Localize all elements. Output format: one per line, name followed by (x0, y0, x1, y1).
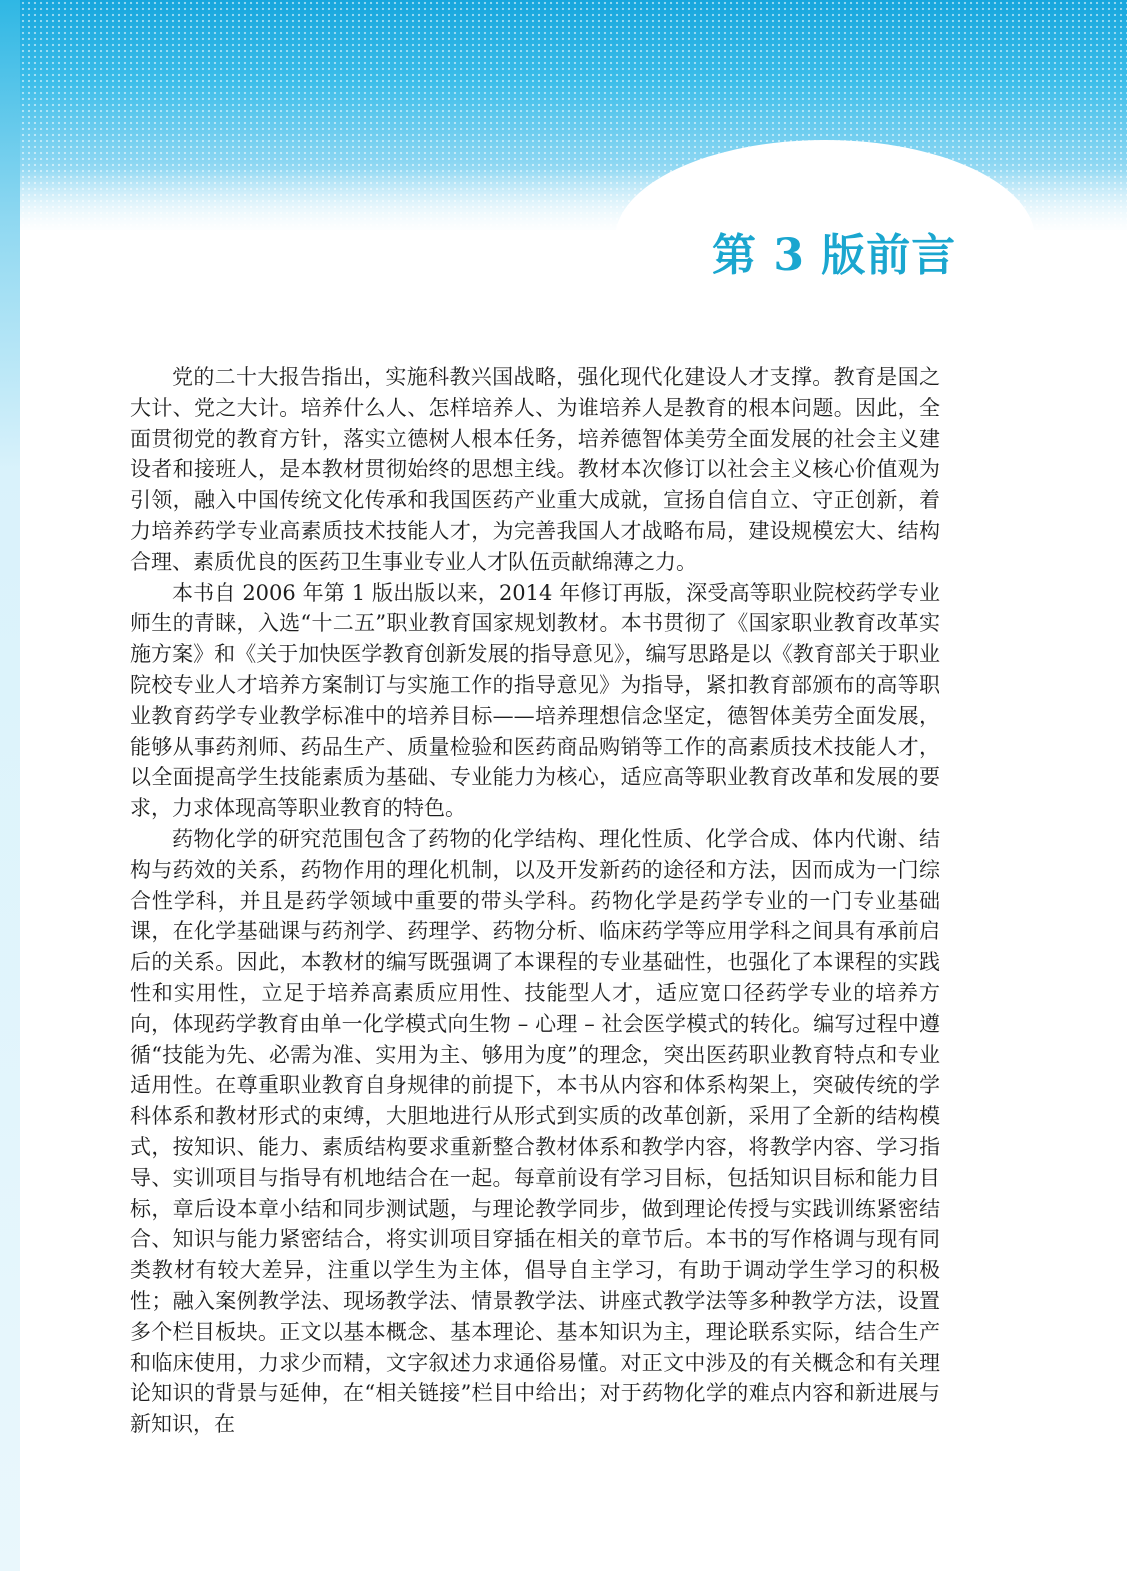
page-title: 第 3 版前言 (712, 230, 957, 281)
left-decorative-strip (0, 0, 20, 1571)
paragraph-1: 党的二十大报告指出，实施科教兴国战略，强化现代化建设人才支撑。教育是国之大计、党之大计。培养什么人、怎样培养人、为谁培养人是教育的根本问题。因此，全面贯彻党的教育方针，落实立德树人根本任务，培养德智体美劳全面发展的社会主义建设者和接班人，是本教材贯彻始终的思想主线。教材本次修订以社会主义核心价值观为引领，融入中国传统文化传承和我国医药产业重大成就，宣扬自信自立、守正创新，着力培养药学专业高素质技术技能人才，为完善我国人才战略布局，建设规模宏大、结构合理、素质优良的医药卫生事业专业人才队伍贡献绵薄之力。 (130, 365, 940, 574)
paragraph-2: 本书自 2006 年第 1 版出版以来，2014 年修订再版，深受高等职业院校药学专业师生的青睐，入选“十二五”职业教育国家规划教材。本书贯彻了《国家职业教育改革实施方案》和《关于加快医学教育创新发展的指导意见》，编写思路是以《教育部关于职业院校专业人才培养方案制订与实施工作的指导意见》为指导，紧扣教育部颁布的高等职业教育药学专业教学标准中的培养目标——培养理想信念坚定，德智体美劳全面发展，能够从事药剂师、药品生产、质量检验和医药商品购销等工作的高素质技术技能人才，以全面提高学生技能素质为基础、专业能力为核心，适应高等职业教育改革和发展的要求，力求体现高等职业教育的特色。 (130, 580, 940, 821)
paragraph-3: 药物化学的研究范围包含了药物的化学结构、理化性质、化学合成、体内代谢、结构与药效的关系，药物作用的理化机制，以及开发新药的途径和方法，因而成为一门综合性学科，并且是药学领域中重要的带头学科。药物化学是药学专业的一门专业基础课，在化学基础课与药剂学、药理学、药物分析、临床药学等应用学科之间具有承前启后的关系。因此，本教材的编写既强调了本课程的专业基础性，也强化了本课程的实践性和实用性，立足于培养高素质应用性、技能型人才，适应宽口径药学专业的培养方向，体现药学教育由单一化学模式向生物 – 心理 – 社会医学模式的转化。编写过程中遵循“技能为先、必需为准、实用为主、够用为度”的理念，突出医药职业教育特点和专业适用性。在尊重职业教育自身规律的前提下，本书从内容和体系构架上，突破传统的学科体系和教材形式的束缚，大胆地进行从形式到实质的改革创新，采用了全新的结构模式，按知识、能力、素质结构要求重新整合教材体系和教学内容，将教学内容、学习指导、实训项目与指导有机地结合在一起。每章前设有学习目标，包括知识目标和能力目标，章后设本章小结和同步测试题，与理论教学同步，做到理论传授与实践训练紧密结合、知识与能力紧密结合，将实训项目穿插在相关的章节后。本书的写作格调与现有同类教材有较大差异，注重以学生为主体，倡导自主学习，有助于调动学生学习的积极性；融入案例教学法、现场教学法、情景教学法、讲座式教学法等多种教学方法，设置多个栏目板块。正文以基本概念、基本理论、基本知识为主，理论联系实际，结合生产和临床使用，力求少而精，文字叙述力求通俗易懂。对正文中涉及的有关概念和有关理论知识的背景与延伸，在“相关链接”栏目中给出；对于药物化学的难点内容和新进展与新知识，在 (130, 826, 940, 1437)
preface-body (130, 362, 940, 1440)
